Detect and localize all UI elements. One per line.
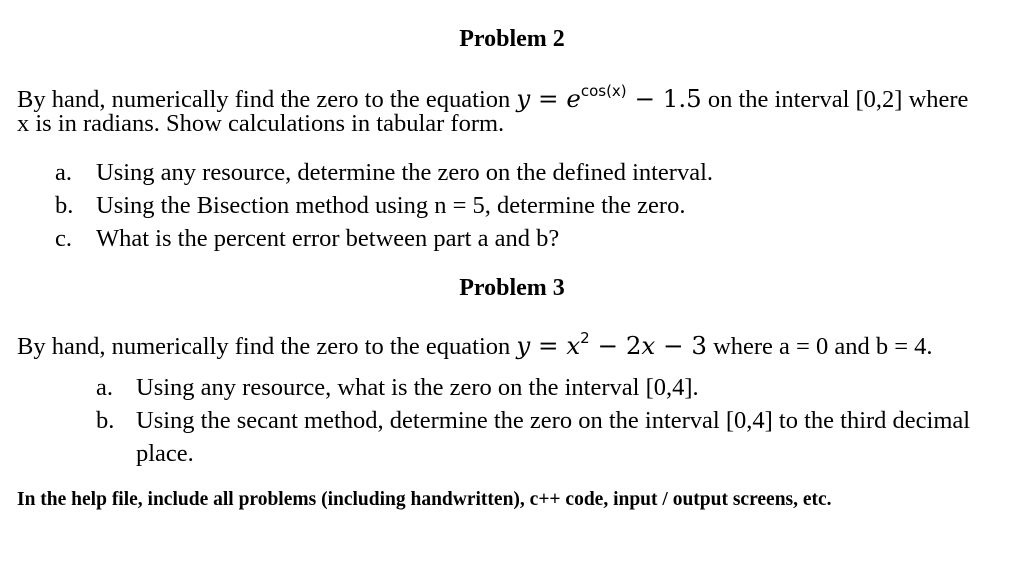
list-marker: b.: [96, 407, 115, 434]
list-item-text-continued: place.: [136, 440, 194, 467]
problem-2-intro-text: By hand, numerically find the zero to the equation: [17, 86, 517, 113]
list-item-text: Using any resource, determine the zero on the defined interval.: [96, 159, 714, 186]
list-item-text: Using the Bisection method using n = 5, determine the zero.: [96, 192, 686, 219]
help-file-note: In the help file, include all problems (including handwritten), c++ code, input / output screens, etc.: [17, 489, 832, 510]
problem-3-intro: [17, 323, 933, 362]
list-marker: b.: [55, 192, 74, 219]
problem-3-equation: $y = x^2 - 2x - 3$: [516, 329, 707, 360]
list-marker: a.: [96, 374, 113, 401]
problem-2-title: Problem 2: [459, 26, 565, 52]
list-item-text: Using any resource, what is the zero on the interval [0,4].: [136, 374, 699, 401]
problem-2-intro-text-2: on the interval [0,2] where: [701, 86, 969, 113]
problem-3-title: Problem 3: [459, 275, 565, 301]
problem-3-intro-text: By hand, numerically find the zero to the equation: [17, 333, 517, 360]
list-item-text: What is the percent error between part a and b?: [96, 225, 560, 252]
list-item-text: Using the secant method, determine the zero on the interval [0,4] to the third decimal: [136, 407, 971, 434]
list-marker: a.: [55, 159, 72, 186]
problem-2-equation: $y = e^{cos(x)} - 1.5$: [516, 82, 702, 113]
problem-2-intro-line-2: x is in radians. Show calculations in tabular form.: [17, 110, 505, 137]
problem-3-intro-text-2: where a = 0 and b = 4.: [706, 333, 933, 360]
list-marker: c.: [55, 225, 72, 252]
